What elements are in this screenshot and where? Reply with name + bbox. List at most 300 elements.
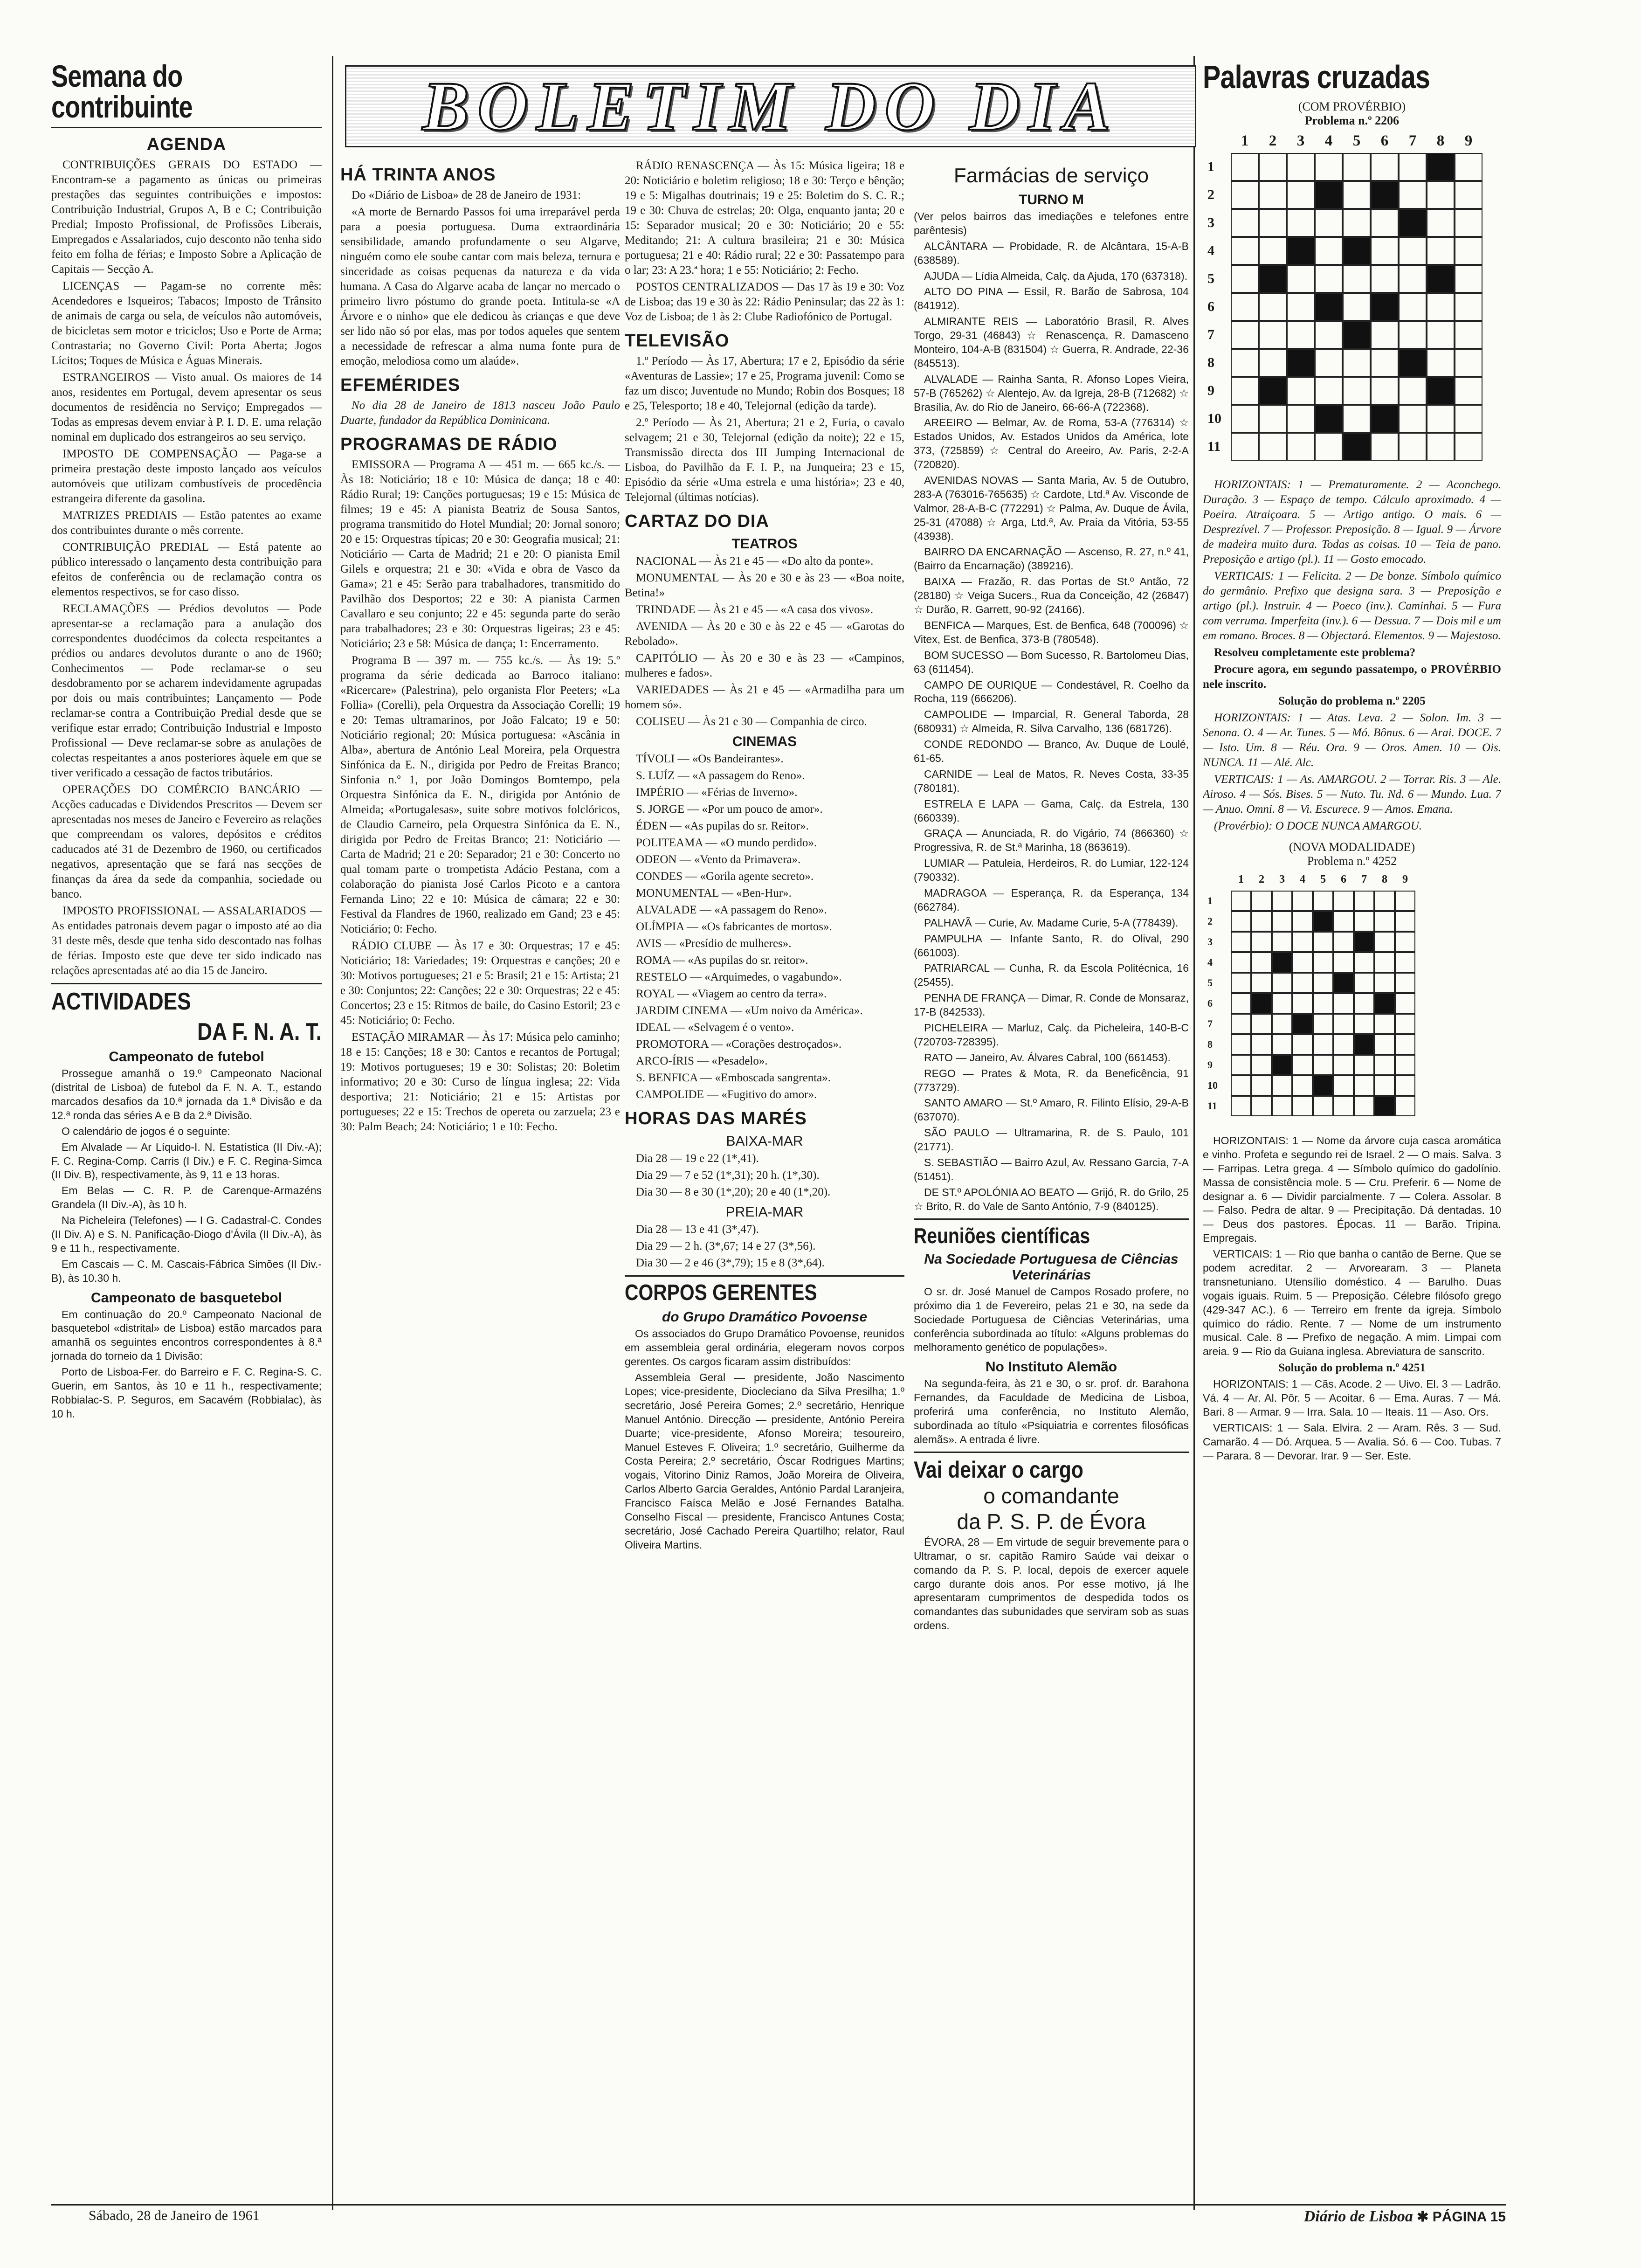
- grid-cell[interactable]: [1231, 952, 1251, 973]
- grid-cell[interactable]: [1315, 405, 1343, 433]
- grid-cell[interactable]: [1292, 993, 1313, 1014]
- grid-cell[interactable]: [1395, 911, 1415, 932]
- grid-cell[interactable]: [1313, 932, 1333, 952]
- grid-cell[interactable]: [1251, 993, 1272, 1014]
- grid-cell[interactable]: [1343, 321, 1371, 349]
- grid-cell[interactable]: [1231, 973, 1251, 993]
- grid-cell[interactable]: [1313, 993, 1333, 1014]
- grid-cell[interactable]: [1399, 433, 1427, 461]
- listing-item: POLITEAMA — «O mundo perdido».: [636, 837, 817, 849]
- crossword-problem-number: Problema n.º 4252: [1307, 854, 1397, 868]
- listing-item: MONUMENTAL — «Ben-Hur».: [636, 887, 792, 899]
- grid-cell[interactable]: [1287, 265, 1315, 293]
- grid-column-number: 2: [1269, 132, 1277, 149]
- grid-cell[interactable]: [1333, 911, 1354, 932]
- section-heading: TELEVISÃO: [625, 331, 730, 351]
- grid-cell[interactable]: [1455, 321, 1482, 349]
- grid-cell[interactable]: [1251, 973, 1272, 993]
- column-boletim-right: [625, 159, 904, 1554]
- grid-cell[interactable]: [1259, 377, 1287, 405]
- section-heading: HORAS DAS MARÉS: [625, 1109, 807, 1128]
- grid-cell[interactable]: [1292, 891, 1313, 911]
- article-paragraph: IMPOSTO PROFISSIONAL — ASSALARIADOS — As entidades patronais devem pagar o imposto até ao dia 31 deste mês, desde que tenha sido descontado nas folhas de férias. Imposto este que deve ter sido indicado nas relações apresentadas até ao dia 15 de Janeiro.: [51, 905, 322, 977]
- grid-cell[interactable]: [1427, 209, 1455, 237]
- grid-cell[interactable]: [1259, 237, 1287, 265]
- grid-cell[interactable]: [1343, 209, 1371, 237]
- pharmacy-entry: PALHAVÃ — Curie, Av. Madame Curie, 5-A (778439).: [924, 916, 1179, 929]
- grid-cell[interactable]: [1251, 932, 1272, 952]
- grid-cell[interactable]: [1374, 1075, 1395, 1096]
- listing-item: AVENIDA — Às 20 e 30 e às 22 e 45 — «Garotas do Rebolado».: [625, 620, 904, 648]
- grid-row-number: 8: [1207, 355, 1214, 370]
- grid-cell[interactable]: [1231, 993, 1251, 1014]
- tide-item: Dia 29 — 7 e 52 (1*,31); 20 h. (1*,30).: [636, 1169, 820, 1182]
- grid-cell[interactable]: [1292, 1055, 1313, 1075]
- grid-cell[interactable]: [1427, 153, 1455, 181]
- solution-text: HORIZONTAIS: 1 — Cãs. Acode. 2 — Uivo. El. 3 — Ladrão. Vá. 4 — Ar. Al. Pôr. 5 — Acoitar. 6 — Ema. Auras. 7 — Má. Bari. 8 — Armar. 9 — Irra. Sala. 10 — Iteais. 11 — Aso. Ors.: [1203, 1378, 1501, 1418]
- grid-cell[interactable]: [1374, 891, 1395, 911]
- grid-cell[interactable]: [1259, 209, 1287, 237]
- grid-cell[interactable]: [1251, 891, 1272, 911]
- tide-item: Dia 30 — 2 e 46 (3*,79); 15 e 8 (3*,64).: [636, 1257, 825, 1269]
- pharmacy-entry: AREEIRO — Belmar, Av. de Roma, 53-A (776314) ☆ Estados Unidos, Av. Estados Unidos da América, lote 373, (725859) ☆ Central do Areeiro, Av. Paris, 2-2-A (720820).: [914, 416, 1189, 471]
- grid-column-number: 1: [1241, 132, 1249, 149]
- subsection-heading: PREIA-MAR: [725, 1204, 804, 1220]
- grid-cell[interactable]: [1292, 932, 1313, 952]
- grid-cell[interactable]: [1427, 237, 1455, 265]
- grid-cell[interactable]: [1231, 181, 1259, 209]
- grid-cell[interactable]: [1354, 973, 1374, 993]
- grid-cell[interactable]: [1371, 153, 1399, 181]
- grid-cell[interactable]: [1251, 1014, 1272, 1034]
- grid-cell[interactable]: [1333, 1055, 1354, 1075]
- grid-cell[interactable]: [1371, 293, 1399, 321]
- grid-cell[interactable]: [1315, 377, 1343, 405]
- reunioes-title: Reuniões científicas: [914, 1223, 1090, 1248]
- grid-cell[interactable]: [1371, 377, 1399, 405]
- grid-cell[interactable]: [1395, 1034, 1415, 1055]
- grid-cell[interactable]: [1292, 1034, 1313, 1055]
- grid-cell[interactable]: [1313, 911, 1333, 932]
- grid-cell[interactable]: [1455, 181, 1482, 209]
- grid-cell[interactable]: [1371, 181, 1399, 209]
- grid-cell[interactable]: [1455, 349, 1482, 377]
- grid-cell[interactable]: [1374, 993, 1395, 1014]
- column-rule: [332, 56, 333, 2210]
- grid-cell[interactable]: [1231, 265, 1259, 293]
- crossword-subtitle: (NOVA MODALIDADE): [1289, 840, 1415, 854]
- grid-cell[interactable]: [1251, 911, 1272, 932]
- grid-cell[interactable]: [1315, 237, 1343, 265]
- grid-cell[interactable]: [1292, 973, 1313, 993]
- grid-cell[interactable]: [1455, 433, 1482, 461]
- pharmacy-entry: ALVALADE — Rainha Santa, R. Afonso Lopes Vieira, 57-B (765262) ☆ Alentejo, Av. da Igreja, 28-B (712682) ☆ Brasília, Av. do Rio de Janeiro, 66-66-A (722368).: [914, 373, 1189, 413]
- grid-cell[interactable]: [1292, 1096, 1313, 1116]
- grid-cell[interactable]: [1374, 932, 1395, 952]
- grid-cell[interactable]: [1313, 973, 1333, 993]
- grid-cell[interactable]: [1395, 1096, 1415, 1116]
- activities-subtitle: DA F. N. A. T.: [197, 1018, 322, 1045]
- grid-row-number: 10: [1207, 411, 1221, 426]
- footer-page: [1304, 2208, 1506, 2226]
- grid-cell[interactable]: [1371, 405, 1399, 433]
- grid-cell[interactable]: [1315, 153, 1343, 181]
- grid-cell[interactable]: [1315, 265, 1343, 293]
- grid-cell[interactable]: [1287, 237, 1315, 265]
- grid-cell[interactable]: [1313, 952, 1333, 973]
- pharmacy-entry: REGO — Prates & Mota, R. da Beneficência, 91 (773729).: [914, 1067, 1189, 1093]
- article-paragraph: Em Belas — C. R. P. de Carenque-Armazéns Grandela (II Div.-A), às 10 h.: [51, 1184, 322, 1211]
- grid-column-number: 1: [1238, 873, 1244, 885]
- pharmacy-entry: CARNIDE — Leal de Matos, R. Neves Costa, 33-35 (780181).: [914, 768, 1189, 794]
- pharmacy-entry: SÃO PAULO — Ultramarina, R. de S. Paulo, 101 (21771).: [914, 1127, 1189, 1153]
- pharmacy-entry: AJUDA — Lídia Almeida, Calç. da Ajuda, 170 (637318).: [924, 270, 1188, 282]
- grid-cell[interactable]: [1455, 237, 1482, 265]
- grid-cell[interactable]: [1272, 1096, 1292, 1116]
- grid-cell[interactable]: [1333, 1014, 1354, 1034]
- crossword-grid-1: [1203, 132, 1501, 477]
- grid-cell[interactable]: [1272, 1014, 1292, 1034]
- article-paragraph: O calendário de jogos é o seguinte:: [62, 1125, 230, 1137]
- grid-cell[interactable]: [1292, 911, 1313, 932]
- grid-cell[interactable]: [1315, 293, 1343, 321]
- grid-cell[interactable]: [1395, 973, 1415, 993]
- solution-proverb: (Provérbio): O DOCE NUNCA AMARGOU.: [1214, 820, 1422, 832]
- grid-cell[interactable]: [1315, 209, 1343, 237]
- corpos-gerentes-subtitle: do Grupo Dramático Povoense: [662, 1309, 868, 1325]
- grid-cell[interactable]: [1231, 932, 1251, 952]
- grid-cell[interactable]: [1395, 1075, 1415, 1096]
- tide-item: Dia 28 — 19 e 22 (1*,41).: [636, 1152, 759, 1165]
- pharmacy-entry: GRAÇA — Anunciada, R. do Vigário, 74 (866360) ☆ Progressiva, R. de St.ª Marinha, 18 (863619).: [914, 827, 1189, 854]
- grid-cell[interactable]: [1231, 1075, 1251, 1096]
- listing-item: ÉDEN — «As pupilas do sr. Reitor».: [636, 820, 809, 832]
- grid-cell[interactable]: [1354, 932, 1374, 952]
- grid-cell[interactable]: [1251, 1034, 1272, 1055]
- grid-cell[interactable]: [1371, 265, 1399, 293]
- grid-cell[interactable]: [1231, 1096, 1251, 1116]
- column-rule: [1193, 56, 1195, 2210]
- grid-cell[interactable]: [1374, 1034, 1395, 1055]
- article-paragraph: OPERAÇÕES DO COMÉRCIO BANCÁRIO — Acções caducadas e Dividendos Prescritos — Devem ser apresentadas nos meses de Janeiro e Fevereiro as relações que compreendam os valores, depósitos e créditos caducados até 31 de Dezembro de 1960, ou certificados negativos, apresentação que se fará nas secções de finanças da área da sede da companhia, sociedade ou banco.: [51, 783, 322, 900]
- grid-row-number: 9: [1207, 1059, 1213, 1071]
- grid-cell[interactable]: [1399, 321, 1427, 349]
- grid-cell[interactable]: [1455, 377, 1482, 405]
- grid-row-number: 2: [1207, 915, 1213, 927]
- grid-cell[interactable]: [1272, 973, 1292, 993]
- grid-cell[interactable]: [1354, 891, 1374, 911]
- grid-cell[interactable]: [1272, 993, 1292, 1014]
- grid-cell[interactable]: [1343, 377, 1371, 405]
- grid-cell[interactable]: [1427, 265, 1455, 293]
- section-heading: PROGRAMAS DE RÁDIO: [340, 435, 558, 454]
- pharmacy-entry: CAMPO DE OURIQUE — Condestável, R. Coelho da Rocha, 119 (666206).: [914, 678, 1189, 705]
- grid-cell[interactable]: [1251, 1075, 1272, 1096]
- section-heading: HÁ TRINTA ANOS: [340, 165, 496, 185]
- football-heading: Campeonato de futebol: [109, 1049, 264, 1065]
- grid-column-number: 3: [1296, 132, 1305, 149]
- grid-cell[interactable]: [1231, 293, 1259, 321]
- grid-cell[interactable]: [1343, 349, 1371, 377]
- grid-cell[interactable]: [1272, 911, 1292, 932]
- grid-column-number: 8: [1436, 132, 1445, 149]
- grid-cell[interactable]: [1231, 433, 1259, 461]
- grid-cell[interactable]: [1371, 209, 1399, 237]
- grid-cell[interactable]: [1287, 181, 1315, 209]
- grid-cell[interactable]: [1427, 349, 1455, 377]
- grid-cell[interactable]: [1259, 293, 1287, 321]
- grid-column-number: 4: [1324, 132, 1333, 149]
- grid-cell[interactable]: [1333, 932, 1354, 952]
- listing-item: S. BENFICA — «Emboscada sangrenta».: [636, 1072, 831, 1084]
- grid-cell[interactable]: [1251, 1055, 1272, 1075]
- grid-cell[interactable]: [1354, 911, 1374, 932]
- grid-cell[interactable]: [1231, 891, 1251, 911]
- grid-cell[interactable]: [1395, 1055, 1415, 1075]
- pharmacy-entry: CONDE REDONDO — Branco, Av. Duque de Loulé, 61-65.: [914, 738, 1189, 764]
- footer-date: Sábado, 28 de Janeiro de 1961: [89, 2208, 260, 2223]
- grid-cell[interactable]: [1313, 1055, 1333, 1075]
- subsection-heading: BAIXA-MAR: [726, 1134, 803, 1149]
- section-banner: [345, 65, 1196, 147]
- listing-item: ROYAL — «Viagem ao centro da terra».: [636, 988, 827, 1000]
- grid-cell[interactable]: [1455, 405, 1482, 433]
- pharmacy-entry: DE ST.º APOLÓNIA AO BEATO — Grijó, R. do Grilo, 25 ☆ Brito, R. do Vale de Santo António, 7-9 (840125).: [914, 1186, 1189, 1212]
- column-boletim-left: [340, 159, 620, 1136]
- grid-cell[interactable]: [1333, 952, 1354, 973]
- grid-cell[interactable]: [1231, 377, 1259, 405]
- pharmacy-entry: MADRAGOA — Esperança, R. da Esperança, 134 (662784).: [914, 886, 1189, 913]
- grid-cell[interactable]: [1333, 1075, 1354, 1096]
- pharmacy-entry: BENFICA — Marques, Est. de Benfica, 648 (700096) ☆ Vitex, Est. de Benfica, 373-B (780548).: [914, 619, 1189, 645]
- grid-row-number: 3: [1207, 936, 1213, 947]
- pharmacies-shift: TURNO M: [1019, 192, 1084, 207]
- grid-cell[interactable]: [1313, 891, 1333, 911]
- listing-item: S. LUÍZ — «A passagem do Reno».: [636, 769, 805, 782]
- grid-cell[interactable]: [1259, 405, 1287, 433]
- column-palavras-cruzadas: [1203, 61, 1501, 1465]
- grid-cell[interactable]: [1395, 952, 1415, 973]
- grid-cell[interactable]: [1455, 209, 1482, 237]
- grid-cell[interactable]: [1395, 932, 1415, 952]
- grid-cell[interactable]: [1231, 405, 1259, 433]
- grid-row-number: 1: [1207, 895, 1213, 906]
- grid-cell[interactable]: [1272, 952, 1292, 973]
- grid-cell[interactable]: [1287, 349, 1315, 377]
- grid-cell[interactable]: [1395, 993, 1415, 1014]
- grid-cell[interactable]: [1259, 321, 1287, 349]
- grid-cell[interactable]: [1259, 153, 1287, 181]
- pharmacy-entry: BAIXA — Frazão, R. das Portas de St.º Antão, 72 (28180) ☆ Veiga Sucers., Rua da Conceição, 42 (26847) ☆ Durão, R. Garrett, 90-92 (24166).: [914, 575, 1189, 616]
- agenda-heading: AGENDA: [146, 135, 227, 154]
- grid-column-number: 9: [1464, 132, 1473, 149]
- listing-item: CONDES — «Gorila agente secreto».: [636, 870, 814, 883]
- grid-cell[interactable]: [1315, 321, 1343, 349]
- article-paragraph: Os associados do Grupo Dramático Povoense, reunidos em assembleia geral ordinária, elegeram novos corpos gerentes. Os cargos ficaram assim distribuídos:: [625, 1328, 904, 1368]
- grid-cell[interactable]: [1259, 265, 1287, 293]
- article-paragraph: 2.º Período — Às 21, Abertura; 21 e 2, Furia, o cavalo selvagem; 21 e 30, Telejornal (edição da noite); 22 e 15, Transmissão directa dos III Jumping Internacional de Lisboa, do Pavilhão da F. I. P., na Junqueira; 23 e 15, Episódio da série «Uma estrela e uma história»; 23 e 40, Telejornal (últimas notícias).: [625, 416, 904, 504]
- grid-cell[interactable]: [1343, 237, 1371, 265]
- grid-cell[interactable]: [1354, 952, 1374, 973]
- grid-cell[interactable]: [1287, 321, 1315, 349]
- grid-cell[interactable]: [1231, 1034, 1251, 1055]
- grid-cell[interactable]: [1399, 153, 1427, 181]
- grid-cell[interactable]: [1354, 1096, 1374, 1116]
- grid-cell[interactable]: [1287, 293, 1315, 321]
- grid-cell[interactable]: [1374, 911, 1395, 932]
- grid-row-number: 7: [1207, 327, 1214, 342]
- grid-cell[interactable]: [1231, 153, 1259, 181]
- section-heading: EFEMÉRIDES: [340, 375, 461, 395]
- grid-cell[interactable]: [1455, 265, 1482, 293]
- grid-cell[interactable]: [1399, 237, 1427, 265]
- grid-cell[interactable]: [1333, 1034, 1354, 1055]
- grid-cell[interactable]: [1272, 891, 1292, 911]
- grid-cell[interactable]: [1427, 181, 1455, 209]
- grid-cell[interactable]: [1343, 265, 1371, 293]
- grid-row-number: 2: [1207, 187, 1214, 202]
- article-paragraph: Assembleia Geral — presidente, João Nascimento Lopes; vice-presidente, Diocleciano da Silva Presilha; 1.º secretário, José Pereira Gomes; 2.º secretário, Henrique Manuel António. Direcção — presidente, António Pereira Duarte; vice-presidente, Afonso Moreira; tesoureiro, Manuel Esteves F. Oliveira; 1.º secretário, Guilherme da Costa Pereira; 2.º secretário, Óscar Rodrigues Martins; vogais, Vitorino Diniz Ramos, João Moreira de Oliveira, Carlos Alberto Garcia Geraldes, António Pardal Laranjeira, Francisco Faísca Melão e José Fernandes Batalha. Conselho Fiscal — presidente, Francisco Antunes Costa; secretário, José Cachado Pereira Quartilho; relator, Raul Oliveira Martins.: [625, 1371, 904, 1551]
- grid-cell[interactable]: [1374, 973, 1395, 993]
- grid-cell[interactable]: [1231, 1014, 1251, 1034]
- grid-cell[interactable]: [1315, 181, 1343, 209]
- grid-cell[interactable]: [1287, 433, 1315, 461]
- grid-cell[interactable]: [1427, 293, 1455, 321]
- grid-cell[interactable]: [1287, 153, 1315, 181]
- grid-cell[interactable]: [1371, 349, 1399, 377]
- pharmacy-entry: ALMIRANTE REIS — Laboratório Brasil, R. Alves Torgo, 29-31 (46843) ☆ Renascença, R. Damasceno Monteiro, 104-A-B (831504) ☆ Guerra, R. Andrade, 22-36 (845513).: [914, 315, 1189, 369]
- article-paragraph: RÁDIO RENASCENÇA — Às 15: Música ligeira; 18 e 20: Noticiário e boletim religioso; 18 e 30: Terço e bênção; 19 e 5: Migalhas doutrinais; 19 e 25: Boletim do S. C. R.; 19 e 30: Chuva de estrelas; 20: Olga, enquanto janta; 20 e 15: Separador musical; 20 e 30: Noticiário; 20 e 55: Meditando; 21: A cultura brasileira; 21 e 30: Música portuguesa; 21 e 40: Rádio rural; 22 e 30: Passatempo para o lar; 23: A 23.ª hora; 1 e 55: Noticiário; 2: Fecho.: [625, 159, 904, 277]
- grid-cell[interactable]: [1374, 1014, 1395, 1034]
- grid-cell[interactable]: [1231, 321, 1259, 349]
- pharmacies-note: (Ver pelos bairros das imediações e telefones entre parêntesis): [914, 210, 1189, 236]
- grid-cell[interactable]: [1399, 405, 1427, 433]
- grid-cell[interactable]: [1272, 932, 1292, 952]
- grid-cell[interactable]: [1231, 209, 1259, 237]
- divider: [51, 127, 322, 128]
- grid-cell[interactable]: [1315, 433, 1343, 461]
- solution-text: HORIZONTAIS: 1 — Atas. Leva. 2 — Solon. Im. 3 — Senona. O. 4 — Ar. Tunes. 5 — Mó. Bônus. 6 — Arai. DOCE. 7 — Isto. Um. 8 — Réu. Ora. 9 — Oros. Amen. 10 — Ois. NUNCA. 11 — Alé. Alc.: [1203, 712, 1501, 769]
- grid-cell[interactable]: [1427, 377, 1455, 405]
- grid-cell[interactable]: [1292, 952, 1313, 973]
- grid-cell[interactable]: [1313, 1075, 1333, 1096]
- article-paragraph: Na Picheleira (Telefones) — I G. Cadastral-C. Condes (II Div. A) e S. N. Panificação-Diogo d'Ávila (II Div.-A), às 9 e 11 h., respectivamente.: [51, 1214, 322, 1254]
- article-paragraph: Prossegue amanhã o 19.º Campeonato Nacional (distrital de Lisboa) de futebol da F. N. A. T., estando marcados desafios da 10.ª jornada da 1.ª Divisão e da 12.ª ronda das séries A e B da 2.ª Divisão.: [51, 1067, 322, 1121]
- grid-column-number: 6: [1380, 132, 1389, 149]
- grid-cell[interactable]: [1371, 321, 1399, 349]
- news-title-line2: o comandante: [983, 1484, 1119, 1508]
- grid-cell[interactable]: [1231, 349, 1259, 377]
- grid-column-number: 9: [1402, 873, 1408, 885]
- grid-cell[interactable]: [1374, 1096, 1395, 1116]
- listing-item: TRINDADE — Às 21 e 45 — «A casa dos vivos».: [636, 603, 873, 616]
- grid-cell[interactable]: [1371, 237, 1399, 265]
- grid-cell[interactable]: [1399, 349, 1427, 377]
- grid-cell[interactable]: [1313, 1014, 1333, 1034]
- grid-cell[interactable]: [1354, 1075, 1374, 1096]
- listing-item: NACIONAL — Às 21 e 45 — «Do alto da ponte».: [636, 555, 874, 567]
- grid-cell[interactable]: [1313, 1096, 1333, 1116]
- grid-cell[interactable]: [1343, 293, 1371, 321]
- grid-cell[interactable]: [1343, 433, 1371, 461]
- grid-column-number: 5: [1352, 132, 1361, 149]
- grid-cell[interactable]: [1287, 405, 1315, 433]
- solution-heading: Solução do problema n.º 4251: [1278, 1362, 1426, 1375]
- grid-cell[interactable]: [1455, 153, 1482, 181]
- grid-cell[interactable]: [1272, 1034, 1292, 1055]
- subsection-heading: CINEMAS: [732, 734, 797, 749]
- pharmacy-entry: CAMPOLIDE — Imparcial, R. General Taborda, 28 (680931) ☆ Almeida, R. Silva Carvalho, 136 (681726).: [914, 708, 1189, 735]
- grid-cell[interactable]: [1333, 1096, 1354, 1116]
- grid-cell[interactable]: [1315, 349, 1343, 377]
- grid-row-number: 6: [1207, 997, 1213, 1009]
- grid-cell[interactable]: [1313, 1034, 1333, 1055]
- grid-cell[interactable]: [1374, 952, 1395, 973]
- grid-cell[interactable]: [1371, 433, 1399, 461]
- grid-cell[interactable]: [1395, 1014, 1415, 1034]
- grid-cell[interactable]: [1287, 377, 1315, 405]
- grid-cell[interactable]: [1343, 181, 1371, 209]
- grid-cell[interactable]: [1251, 1096, 1272, 1116]
- grid-cell[interactable]: [1399, 293, 1427, 321]
- grid-cell[interactable]: [1231, 237, 1259, 265]
- grid-cell[interactable]: [1395, 891, 1415, 911]
- grid-cell[interactable]: [1399, 265, 1427, 293]
- grid-cell[interactable]: [1455, 293, 1482, 321]
- article-paragraph: No dia 28 de Janeiro de 1813 nasceu João Paulo Duarte, fundador da República Dominicana.: [340, 399, 620, 427]
- grid-cell[interactable]: [1399, 209, 1427, 237]
- grid-cell[interactable]: [1354, 1034, 1374, 1055]
- grid-cell[interactable]: [1292, 1014, 1313, 1034]
- grid-cell[interactable]: [1292, 1075, 1313, 1096]
- grid-row-number: 4: [1207, 956, 1213, 968]
- article-paragraph: Porto de Lisboa-Fer. do Barreiro e F. C. Regina-S. C. Guerin, em Santos, às 10 e 11 h., respectivamente; Robbialac-S. P. Seguros, em Sacavém (Robbialac), às 10 h.: [51, 1366, 322, 1420]
- grid-cell[interactable]: [1427, 433, 1455, 461]
- column-farmacias: [914, 159, 1189, 1635]
- news-title-line3: da P. S. P. de Évora: [957, 1509, 1146, 1534]
- grid-cell[interactable]: [1231, 911, 1251, 932]
- grid-cell[interactable]: [1251, 952, 1272, 973]
- grid-cell[interactable]: [1427, 405, 1455, 433]
- listing-item: IMPÉRIO — «Férias de Inverno».: [636, 786, 798, 799]
- grid-cell[interactable]: [1272, 1075, 1292, 1096]
- listing-item: COLISEU — Às 21 e 30 — Companhia de circo.: [636, 715, 867, 728]
- grid-cell[interactable]: [1399, 181, 1427, 209]
- grid-cell[interactable]: [1374, 1055, 1395, 1075]
- listing-item: ALVALADE — «A passagem do Reno».: [636, 904, 827, 916]
- grid-cell[interactable]: [1333, 973, 1354, 993]
- crossword-clues: VERTICAIS: 1 — Rio que banha o cantão de Berne. Que se podem acreditar. 2 — Arvorearam. 3 — Planeta transnetuniano. Utensílio doméstico. 4 — Barulho. Duas vogais iguais. Ruim. 5 — Preposição. Célebre filósofo grego (429-347 AC.). 6 — Terreiro em frente da igreja. Símbolo químico do rádio. Rente. 7 — Nome de um instrumento musical. Cale. 8 — Prefixo de negação. A mim. Limpai com areia. 9 — Rio da Guiana inglesa. Abreviatura de sanscrito.: [1203, 1248, 1501, 1358]
- column-contribuinte: [51, 61, 322, 1423]
- grid-column-number: 5: [1320, 873, 1326, 885]
- grid-cell[interactable]: [1333, 891, 1354, 911]
- grid-cell[interactable]: [1343, 405, 1371, 433]
- grid-cell[interactable]: [1354, 993, 1374, 1014]
- grid-cell[interactable]: [1287, 209, 1315, 237]
- grid-cell[interactable]: [1259, 181, 1287, 209]
- grid-cell[interactable]: [1259, 433, 1287, 461]
- grid-cell[interactable]: [1354, 1055, 1374, 1075]
- grid-cell[interactable]: [1272, 1055, 1292, 1075]
- grid-cell[interactable]: [1343, 153, 1371, 181]
- grid-cell[interactable]: [1333, 993, 1354, 1014]
- grid-cell[interactable]: [1354, 1014, 1374, 1034]
- grid-row-number: 5: [1207, 977, 1213, 989]
- grid-cell[interactable]: [1231, 1055, 1251, 1075]
- grid-cell[interactable]: [1259, 349, 1287, 377]
- grid-cell[interactable]: [1427, 321, 1455, 349]
- grid-cell[interactable]: [1399, 377, 1427, 405]
